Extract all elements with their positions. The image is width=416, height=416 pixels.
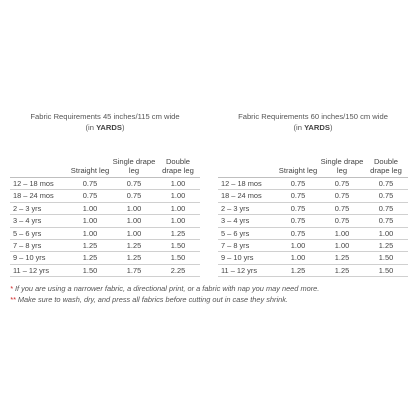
table-header-row — [10, 144, 200, 178]
yardage-cell: 0.75 — [378, 179, 394, 188]
table-row — [218, 252, 408, 264]
size-cell: 18 – 24 mos — [221, 191, 262, 201]
yardage-cell: 1.00 — [170, 203, 186, 213]
size-cell: 3 – 4 yrs — [13, 216, 42, 226]
table-row — [10, 178, 200, 190]
yardage-cell: 0.75 — [334, 191, 350, 201]
table-row — [218, 228, 408, 240]
yardage-cell: 1.50 — [378, 265, 394, 275]
yardage-cell: 1.75 — [126, 265, 142, 275]
table-row — [218, 178, 408, 190]
yardage-cell: 1.25 — [82, 253, 98, 263]
size-cell: 11 – 12 yrs — [221, 265, 258, 275]
size-cell: 2 – 3 yrs — [13, 203, 42, 213]
yardage-cell: 1.25 — [378, 240, 394, 250]
table-row — [10, 215, 200, 227]
table-row — [10, 228, 200, 240]
size-cell: 9 – 10 yrs — [221, 253, 254, 263]
header-single-drape-leg: Single drape leg — [320, 156, 364, 176]
yardage-cell: 0.75 — [290, 191, 306, 201]
yardage-cell: 1.00 — [82, 216, 98, 226]
caption-line1: Fabric Requirements 60 inches/150 cm wide — [238, 112, 388, 121]
fabric-table-60in — [218, 112, 408, 277]
table-caption — [218, 112, 408, 133]
footnote-text: If you are using a narrower fabric, a directional print, or a fabric with nap you may need more. — [12, 284, 320, 293]
yardage-cell: 1.00 — [170, 216, 186, 226]
size-cell: 9 – 10 yrs — [13, 253, 46, 263]
table-row — [218, 203, 408, 215]
footnote-narrow-fabric — [10, 284, 410, 295]
size-cell: 11 – 12 yrs — [13, 265, 50, 275]
yardage-cell: 0.75 — [290, 179, 306, 188]
size-cell: 5 – 6 yrs — [221, 228, 250, 238]
table-row — [218, 265, 408, 277]
yardage-cell: 1.25 — [82, 240, 98, 250]
fabric-table-45in — [10, 112, 200, 277]
yardage-cell: 1.00 — [334, 228, 350, 238]
table-header-row — [218, 144, 408, 178]
yardage-cell: 1.25 — [170, 228, 186, 238]
yardage-cell: 0.75 — [378, 191, 394, 201]
footnote-marker: ** — [10, 294, 16, 304]
yardage-cell: 1.00 — [290, 253, 306, 263]
size-cell: 12 – 18 mos — [221, 179, 262, 188]
yardage-cell: 1.25 — [126, 253, 142, 263]
yardage-cell: 1.25 — [290, 265, 306, 275]
yardage-cell: 0.75 — [334, 179, 350, 188]
header-double-drape-leg: Double drape leg — [370, 156, 402, 176]
yardage-cell: 1.00 — [334, 240, 350, 250]
yardage-cell: 1.00 — [378, 228, 394, 238]
yardage-cell: 0.75 — [334, 203, 350, 213]
size-cell: 7 – 8 yrs — [13, 240, 42, 250]
table-row — [10, 265, 200, 277]
header-straight-leg: Straight leg — [278, 166, 318, 176]
size-cell: 3 – 4 yrs — [221, 216, 250, 226]
yardage-cell: 1.00 — [170, 191, 186, 201]
yardage-cell: 0.75 — [82, 179, 98, 188]
yardage-cell: 1.00 — [82, 203, 98, 213]
yardage-cell: 0.75 — [290, 216, 306, 226]
footnotes — [10, 284, 410, 305]
table-row — [10, 252, 200, 264]
yardage-cell: 0.75 — [378, 216, 394, 226]
table-row — [10, 240, 200, 252]
table-row — [218, 190, 408, 202]
size-cell: 2 – 3 yrs — [221, 203, 250, 213]
table-row — [10, 190, 200, 202]
yardage-cell: 1.00 — [82, 228, 98, 238]
size-cell: 12 – 18 mos — [13, 179, 54, 188]
footnote-text: Make sure to wash, dry, and press all fabrics before cutting out in case they shrink. — [15, 294, 288, 304]
yardage-cell: 0.75 — [126, 191, 142, 201]
yardage-cell: 1.00 — [126, 203, 142, 213]
caption-line2: (in YARDS) — [85, 122, 125, 132]
yardage-cell: 1.00 — [170, 179, 186, 188]
footnote-marker: * — [10, 284, 13, 293]
table-row — [218, 240, 408, 252]
yardage-cell: 0.75 — [82, 191, 98, 201]
yardage-cell: 0.75 — [290, 203, 306, 213]
header-single-drape-leg: Single drape leg — [112, 156, 156, 176]
yardage-cell: 0.75 — [126, 179, 142, 188]
caption-line2: (in YARDS) — [293, 122, 333, 132]
yardage-cell: 1.50 — [82, 265, 98, 275]
footnote-prewash — [10, 295, 410, 306]
size-cell: 5 – 6 yrs — [13, 228, 42, 238]
table-row — [218, 215, 408, 227]
yardage-cell: 0.75 — [290, 228, 306, 238]
header-double-drape-leg: Double drape leg — [162, 156, 194, 176]
yardage-cell: 1.50 — [378, 253, 394, 263]
yardage-cell: 1.50 — [170, 253, 186, 263]
table-body — [10, 178, 200, 277]
yardage-cell: 0.75 — [378, 203, 394, 213]
yardage-cell: 1.00 — [290, 240, 306, 250]
caption-line1: Fabric Requirements 45 inches/115 cm wide — [30, 112, 180, 121]
yardage-cell: 1.00 — [126, 216, 142, 226]
table-row — [10, 203, 200, 215]
yardage-cell: 2.25 — [170, 265, 186, 275]
table-caption — [10, 112, 200, 133]
size-cell: 7 – 8 yrs — [221, 240, 250, 250]
yardage-cell: 1.25 — [334, 265, 350, 275]
yardage-cell: 1.50 — [170, 240, 186, 250]
yardage-cell: 0.75 — [334, 216, 350, 226]
yardage-cell: 1.25 — [334, 253, 350, 263]
size-cell: 18 – 24 mos — [13, 191, 54, 201]
header-straight-leg: Straight leg — [70, 166, 110, 176]
table-body — [218, 178, 408, 277]
yardage-cell: 1.00 — [126, 228, 142, 238]
yardage-cell: 1.25 — [126, 240, 142, 250]
